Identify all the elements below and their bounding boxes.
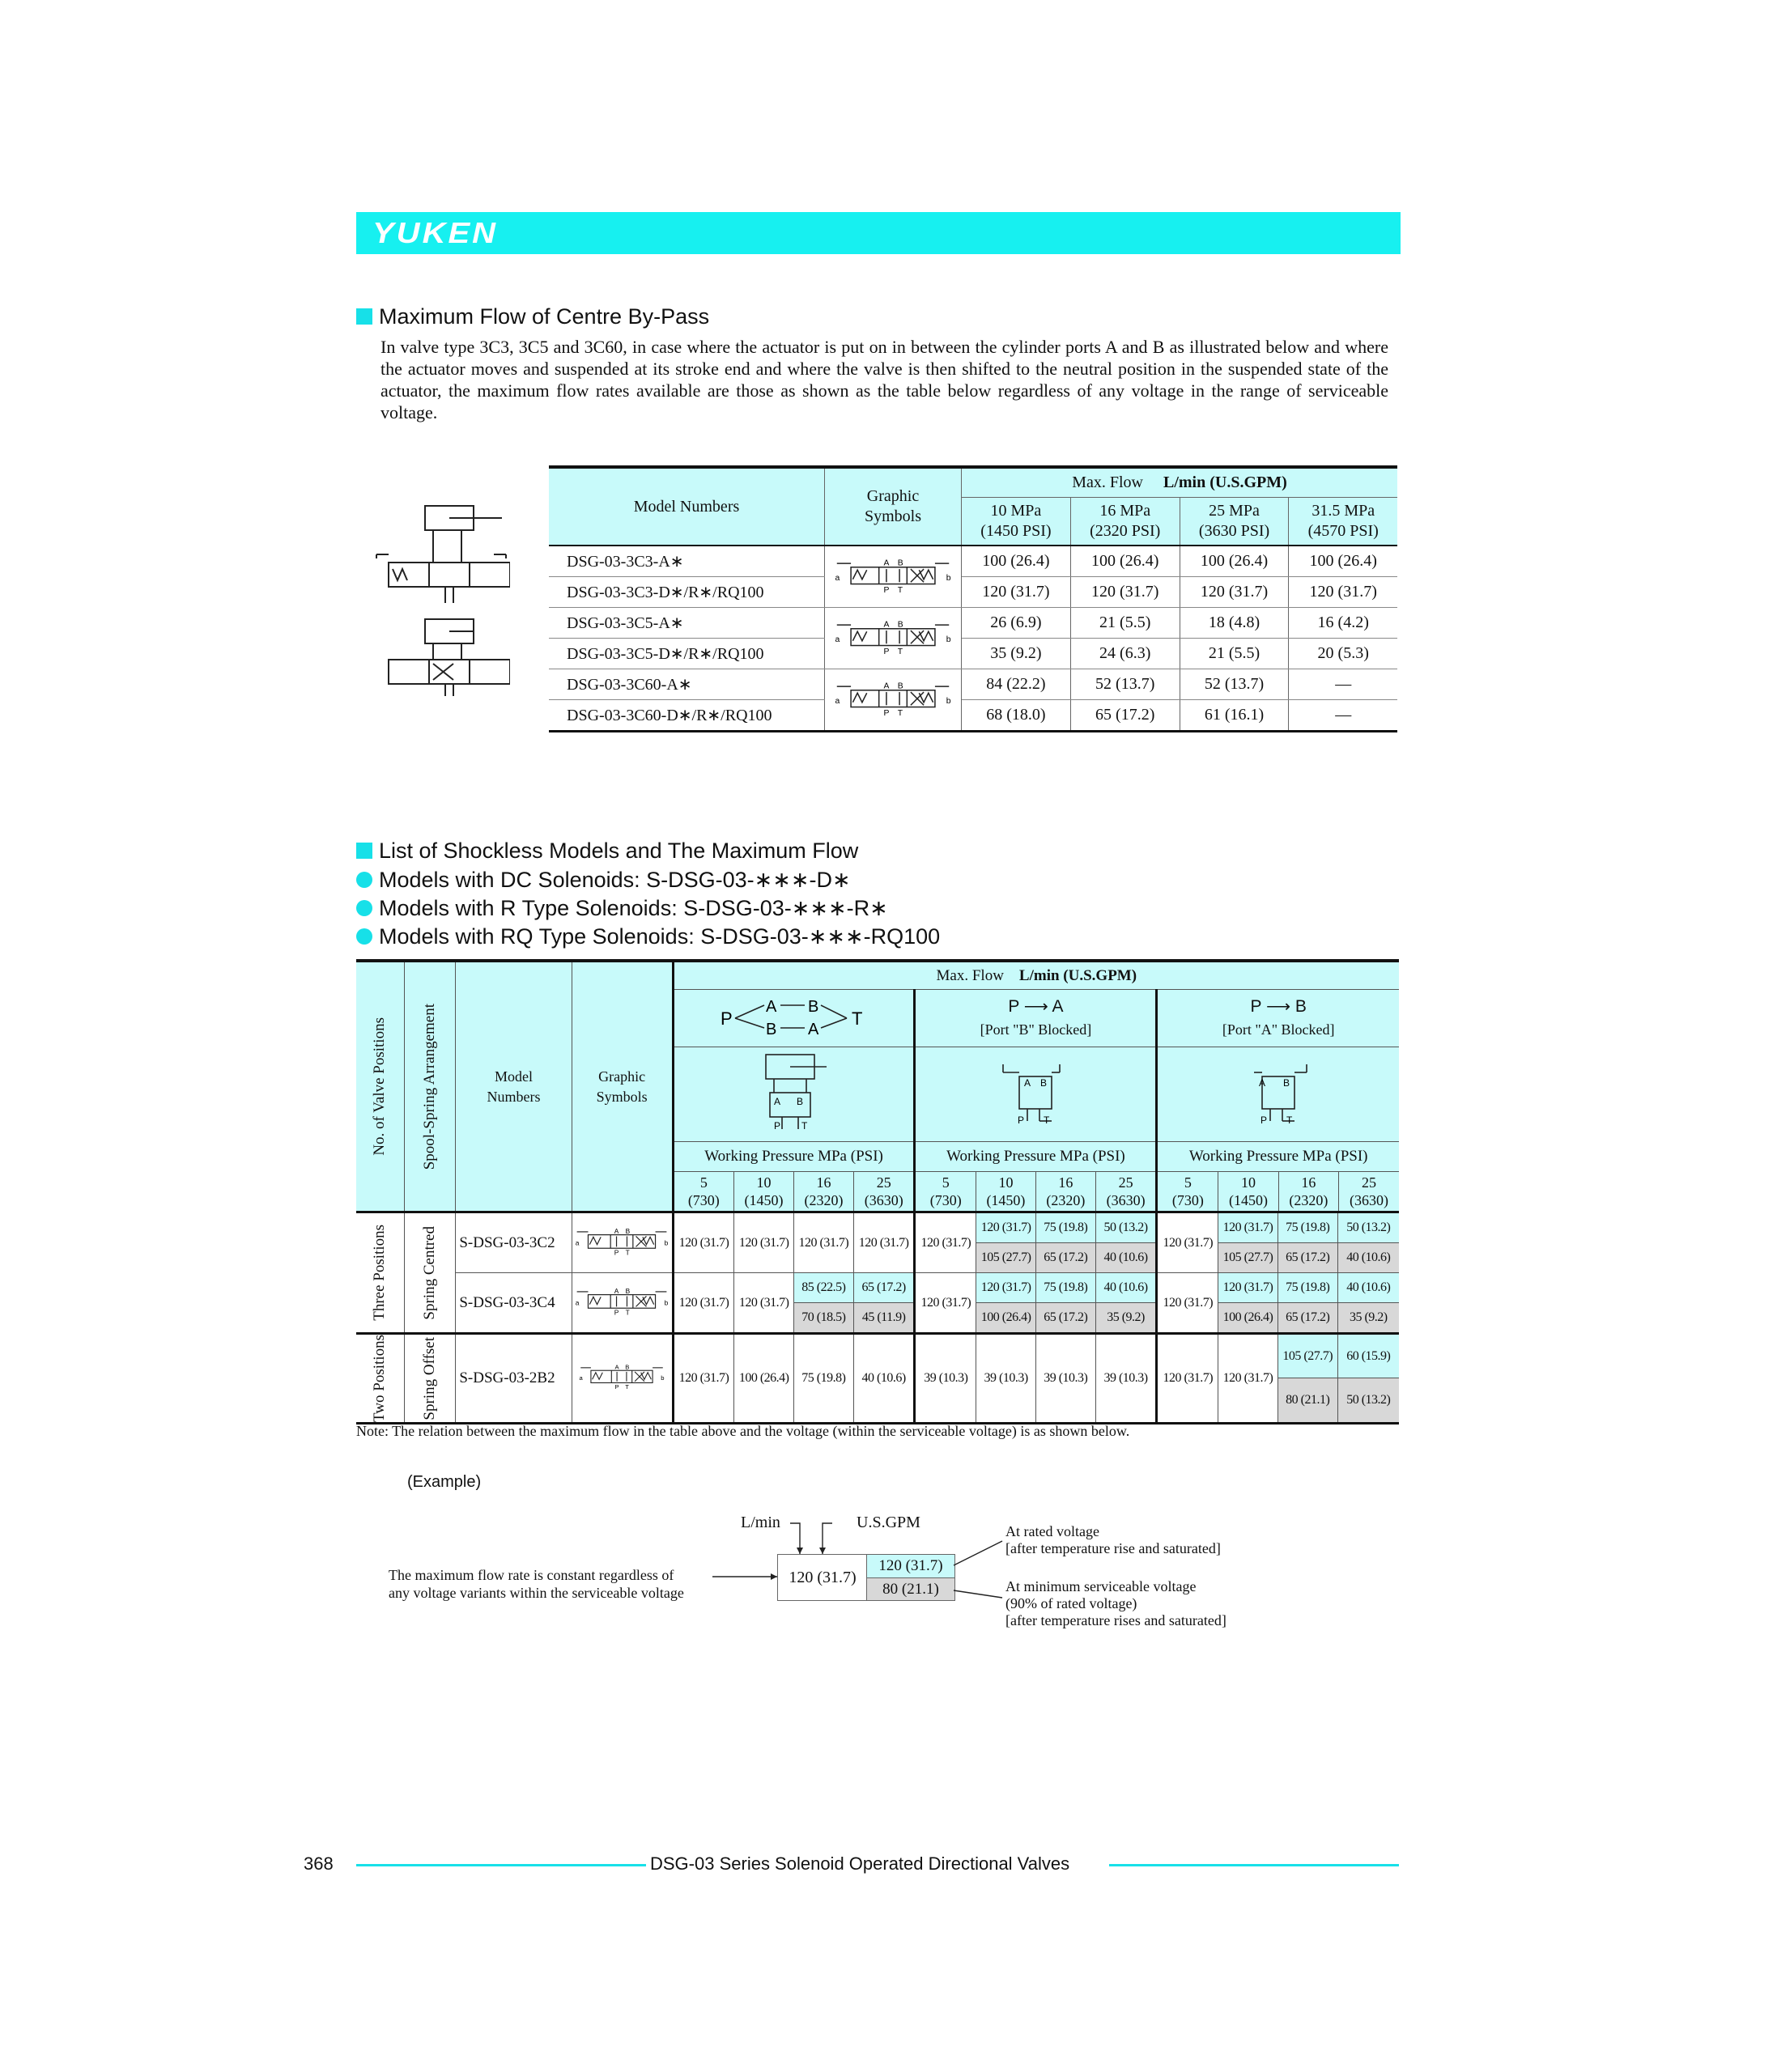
flow-value: 100 (26.4) — [1180, 546, 1289, 577]
graphic-symbol — [825, 546, 962, 608]
svg-text:b: b — [664, 1238, 669, 1247]
svg-text:b: b — [946, 573, 951, 583]
flow-value: 50 (13.2) — [1337, 1212, 1399, 1243]
flow-value: 100 (26.4) — [1070, 546, 1180, 577]
pressure-col-31-5: 31.5 MPa (4570 PSI) — [1307, 502, 1379, 540]
valve-symbol-icon — [832, 616, 954, 656]
section2-title: List of Shockless Models and The Maximum Flow — [379, 839, 859, 863]
group-pa-header: P ⟶ A [Port "B" Blocked] — [915, 990, 1157, 1047]
min-voltage-text: At minimum serviceable voltage (90% of rated voltage) [after temperature rises and saturated] — [1005, 1578, 1226, 1628]
pressure-col-10: 10 MPa (1450 PSI) — [962, 498, 1071, 546]
table-row — [549, 577, 1397, 608]
flow-value: 26 (6.9) — [962, 608, 1071, 639]
flow-value: 84 (22.2) — [962, 669, 1071, 700]
group-pa-diagram — [915, 1047, 1157, 1142]
graphic-symbol — [825, 669, 962, 732]
flow-value: 61 (16.1) — [1180, 700, 1289, 732]
centre-bypass-flow-table — [549, 465, 1397, 732]
spring-offset-label: Spring Offset — [404, 1334, 455, 1424]
flow-value: 24 (6.3) — [1070, 639, 1180, 669]
footer-rule-right — [1109, 1864, 1399, 1866]
flow-value: 50 (13.2) — [1337, 1378, 1399, 1423]
flow-min-value: 80 (21.1) — [866, 1577, 955, 1601]
svg-text:B: B — [796, 1095, 803, 1107]
flow-value: 100 (26.4) — [1289, 546, 1397, 577]
col-graphic-symbols: Graphic Symbols — [572, 961, 673, 1212]
flow-value: 105 (27.7) — [1277, 1334, 1337, 1378]
port-b-blocked-symbol-icon — [995, 1052, 1076, 1133]
flow-value: 40 (10.6) — [1095, 1273, 1157, 1303]
cylinder-circuit-diagram — [372, 498, 510, 700]
example-label: (Example) — [407, 1473, 482, 1491]
model-number: DSG-03-3C60-D∗/R∗/RQ100 — [549, 700, 825, 732]
cylinder-symbol-icon — [750, 1048, 839, 1137]
flow-value: 120 (31.7) — [1289, 577, 1397, 608]
table-row — [549, 639, 1397, 669]
flow-value: 120 (31.7) — [734, 1273, 794, 1334]
flow-value: 18 (4.8) — [1180, 608, 1289, 639]
graphic-symbol — [572, 1273, 673, 1334]
flow-value: 120 (31.7) — [1157, 1273, 1218, 1334]
svg-text:T: T — [851, 1008, 862, 1029]
flow-value: 120 (31.7) — [962, 577, 1071, 608]
svg-text:P: P — [720, 1008, 733, 1029]
graphic-symbol — [825, 608, 962, 669]
flow-value: 120 (31.7) — [1218, 1212, 1278, 1243]
svg-text:A: A — [883, 558, 890, 567]
group-pb-header: P ⟶ B [Port "A" Blocked] — [1157, 990, 1399, 1047]
svg-text:T: T — [1286, 1114, 1293, 1126]
flow-value: 100 (26.4) — [976, 1303, 1036, 1334]
flow-value: 120 (31.7) — [853, 1212, 915, 1273]
flow-value: 65 (17.2) — [1070, 700, 1180, 732]
max-flow-header: Max. Flow L/min (U.S.GPM) — [673, 961, 1399, 990]
flow-value: 21 (5.5) — [1070, 608, 1180, 639]
flow-value: 100 (26.4) — [962, 546, 1071, 577]
svg-text:B: B — [897, 619, 903, 629]
flow-value: 75 (19.8) — [794, 1334, 854, 1424]
model-number: S-DSG-03-3C4 — [456, 1273, 572, 1334]
svg-text:a: a — [575, 1238, 580, 1247]
flow-value: 68 (18.0) — [962, 700, 1071, 732]
table-row — [356, 1273, 1399, 1303]
svg-text:T: T — [801, 1119, 807, 1132]
square-bullet-icon — [356, 308, 372, 325]
svg-text:P: P — [1260, 1114, 1268, 1126]
model-number: S-DSG-03-3C2 — [456, 1212, 572, 1273]
flow-value: 120 (31.7) — [1180, 577, 1289, 608]
flow-value: 40 (10.6) — [853, 1334, 915, 1424]
section1-heading — [356, 304, 709, 329]
col-spool-spring: Spool-Spring Arrangement — [404, 961, 455, 1212]
graphic-symbol — [572, 1212, 673, 1273]
flow-value: 65 (17.2) — [853, 1273, 915, 1303]
flow-value: 120 (31.7) — [915, 1273, 976, 1334]
flow-value: 60 (15.9) — [1337, 1334, 1399, 1378]
usgpm-label: U.S.GPM — [857, 1514, 920, 1531]
col-model-numbers: Model Numbers — [549, 467, 825, 546]
flow-value: 65 (17.2) — [1277, 1303, 1337, 1334]
flow-value: 35 (9.2) — [1095, 1303, 1157, 1334]
table-row — [356, 1212, 1399, 1243]
svg-text:P: P — [614, 1308, 619, 1317]
svg-text:B: B — [807, 997, 818, 1016]
rated-voltage-text: At rated voltage [after temperature rise and saturated] — [1005, 1523, 1221, 1556]
svg-text:P: P — [883, 647, 890, 656]
flow-value: 100 (26.4) — [734, 1334, 794, 1424]
table-row — [549, 546, 1397, 577]
square-bullet-icon — [356, 843, 372, 859]
svg-text:A: A — [773, 1095, 780, 1107]
flow-value: 120 (31.7) — [673, 1273, 734, 1334]
table-row — [356, 1334, 1399, 1378]
flow-value: 50 (13.2) — [1095, 1212, 1157, 1243]
lmin-label: L/min — [741, 1514, 780, 1531]
group-pabt-header — [673, 990, 915, 1047]
shockless-models-table — [356, 959, 1399, 1424]
constant-flow-text: The maximum flow rate is constant regardless of any voltage variants within the serviceable voltage — [389, 1567, 684, 1601]
flow-value: 70 (18.5) — [794, 1303, 854, 1334]
flow-value: 120 (31.7) — [1218, 1273, 1278, 1303]
model-number: DSG-03-3C60-A∗ — [549, 669, 825, 700]
svg-text:b: b — [664, 1298, 669, 1307]
flow-value: 100 (26.4) — [1218, 1303, 1278, 1334]
flow-value: 105 (27.7) — [976, 1243, 1036, 1273]
flow-value: 120 (31.7) — [976, 1212, 1036, 1243]
flow-value: 40 (10.6) — [1337, 1273, 1399, 1303]
svg-text:B: B — [625, 1226, 631, 1235]
flow-value: 105 (27.7) — [1218, 1243, 1278, 1273]
flow-value: — — [1289, 700, 1397, 732]
flow-value: 52 (13.7) — [1070, 669, 1180, 700]
brand-header-bar — [356, 212, 1401, 254]
spring-centred-label: Spring Centred — [404, 1212, 455, 1334]
svg-text:a: a — [835, 635, 840, 644]
flow-value: 80 (21.1) — [1277, 1378, 1337, 1423]
two-positions-label: Two Positions — [356, 1334, 404, 1424]
model-number: DSG-03-3C5-D∗/R∗/RQ100 — [549, 639, 825, 669]
svg-text:A: A — [883, 619, 890, 629]
brand-logo: YUKEN — [372, 217, 499, 249]
group-pabt-pressures: Working Pressure MPa (PSI) 5 (730) 10 (1450) 16 (2320) 25 (3630) — [673, 1142, 915, 1212]
flow-value: 120 (31.7) — [1218, 1334, 1278, 1424]
valve-symbol-icon — [577, 1360, 666, 1392]
svg-text:A: A — [1024, 1076, 1031, 1089]
svg-text:T: T — [897, 708, 903, 718]
svg-text:a: a — [835, 573, 840, 583]
svg-text:B: B — [625, 1364, 630, 1372]
p-a-b-t-flow-icon — [701, 992, 887, 1041]
pressure-col-16: 16 MPa (2320 PSI) — [1070, 498, 1180, 546]
svg-text:T: T — [625, 1383, 630, 1391]
col-positions: No. of Valve Positions — [356, 961, 404, 1212]
page-number: 368 — [304, 1853, 334, 1874]
circle-bullet-icon — [356, 872, 372, 888]
footer-title: DSG-03 Series Solenoid Operated Directional Valves — [650, 1853, 1070, 1874]
pressure-col-25: 25 MPa (3630 PSI) — [1180, 498, 1289, 546]
svg-text:T: T — [625, 1248, 630, 1257]
flow-value: 21 (5.5) — [1180, 639, 1289, 669]
flow-value: 120 (31.7) — [1157, 1334, 1218, 1424]
circle-bullet-icon — [356, 928, 372, 945]
table-row — [549, 669, 1397, 700]
flow-main-value: 120 (31.7) — [777, 1554, 868, 1601]
svg-text:A: A — [765, 997, 776, 1016]
svg-text:B: B — [1040, 1076, 1048, 1089]
flow-value: 120 (31.7) — [673, 1334, 734, 1424]
svg-text:B: B — [625, 1286, 631, 1295]
svg-text:P: P — [1018, 1114, 1025, 1126]
flow-value: 45 (11.9) — [853, 1303, 915, 1334]
flow-value: 120 (31.7) — [1070, 577, 1180, 608]
svg-text:A: A — [1259, 1076, 1266, 1089]
svg-text:a: a — [575, 1298, 580, 1307]
svg-text:A: A — [614, 1226, 619, 1235]
model-number: DSG-03-3C3-A∗ — [549, 546, 825, 577]
svg-text:A: A — [807, 1020, 818, 1038]
graphic-symbol — [572, 1334, 673, 1424]
model-number: DSG-03-3C3-D∗/R∗/RQ100 — [549, 577, 825, 608]
port-a-blocked-symbol-icon — [1238, 1052, 1319, 1133]
flow-value: 16 (4.2) — [1289, 608, 1397, 639]
model-number: DSG-03-3C5-A∗ — [549, 608, 825, 639]
flow-value: 75 (19.8) — [1035, 1273, 1095, 1303]
svg-text:B: B — [765, 1020, 776, 1038]
max-flow-header: Max. Flow L/min (U.S.GPM) — [962, 467, 1398, 498]
group-pabt-diagram — [673, 1047, 915, 1142]
section1-title: Maximum Flow of Centre By-Pass — [379, 304, 710, 329]
flow-value: 120 (31.7) — [673, 1212, 734, 1273]
valve-symbol-icon — [573, 1225, 670, 1257]
bullet-rq: Models with RQ Type Solenoids: S-DSG-03-∗∗∗-RQ100 — [356, 924, 940, 949]
table-note: Note: The relation between the maximum flow in the table above and the voltage (within the serviceable voltage) is as shown below. — [356, 1423, 1130, 1439]
svg-text:T: T — [1044, 1114, 1050, 1126]
svg-text:A: A — [883, 681, 890, 690]
table-row — [549, 608, 1397, 639]
flow-value: 35 (9.2) — [962, 639, 1071, 669]
flow-value: 75 (19.8) — [1277, 1273, 1337, 1303]
flow-value: 39 (10.3) — [1095, 1334, 1157, 1424]
svg-text:T: T — [897, 647, 903, 656]
svg-text:b: b — [946, 635, 951, 644]
svg-text:T: T — [897, 585, 903, 595]
section2-heading — [356, 839, 858, 864]
bullet-dc: Models with DC Solenoids: S-DSG-03-∗∗∗-D∗ — [356, 868, 851, 893]
flow-value: 75 (19.8) — [1277, 1212, 1337, 1243]
svg-text:B: B — [897, 558, 903, 567]
flow-value: 65 (17.2) — [1035, 1303, 1095, 1334]
flow-value: 85 (22.5) — [794, 1273, 854, 1303]
svg-text:b: b — [661, 1374, 665, 1382]
flow-rated-value: 120 (31.7) — [866, 1554, 955, 1578]
svg-text:P: P — [614, 1248, 619, 1257]
svg-text:a: a — [579, 1374, 583, 1382]
flow-value: 52 (13.7) — [1180, 669, 1289, 700]
group-pb-diagram — [1157, 1047, 1399, 1142]
flow-value: — — [1289, 669, 1397, 700]
flow-value: 120 (31.7) — [734, 1212, 794, 1273]
svg-text:A: A — [614, 1286, 619, 1295]
svg-text:P: P — [614, 1383, 619, 1391]
svg-text:P: P — [773, 1119, 780, 1132]
flow-value: 65 (17.2) — [1277, 1243, 1337, 1273]
three-positions-label: Three Positions — [356, 1212, 404, 1334]
flow-value: 120 (31.7) — [794, 1212, 854, 1273]
model-number: S-DSG-03-2B2 — [456, 1334, 572, 1424]
col-model-numbers: Model Numbers — [456, 961, 572, 1212]
col-graphic-symbols: Graphic Symbols — [825, 467, 962, 546]
svg-text:T: T — [625, 1308, 630, 1317]
flow-value: 40 (10.6) — [1095, 1243, 1157, 1273]
flow-value: 39 (10.3) — [915, 1334, 976, 1424]
circle-bullet-icon — [356, 900, 372, 916]
svg-text:A: A — [614, 1364, 619, 1372]
flow-value: 65 (17.2) — [1035, 1243, 1095, 1273]
flow-value: 120 (31.7) — [976, 1273, 1036, 1303]
footer-rule-left — [356, 1864, 646, 1866]
bullet-r: Models with R Type Solenoids: S-DSG-03-∗∗∗-R∗ — [356, 896, 888, 921]
valve-symbol-icon — [573, 1284, 670, 1317]
svg-text:a: a — [835, 696, 840, 706]
valve-symbol-icon — [832, 554, 954, 595]
svg-text:b: b — [946, 696, 951, 706]
svg-text:P: P — [883, 585, 890, 595]
voltage-example-diagram — [389, 1514, 1279, 1651]
flow-value: 20 (5.3) — [1289, 639, 1397, 669]
flow-value: 120 (31.7) — [915, 1212, 976, 1273]
valve-symbol-icon — [832, 677, 954, 718]
flow-value: 120 (31.7) — [1157, 1212, 1218, 1273]
group-pb-pressures: Working Pressure MPa (PSI) 5 (730) 10 (1450) 16 (2320) 25 (3630) — [1157, 1142, 1399, 1212]
flow-value: 39 (10.3) — [1035, 1334, 1095, 1424]
example-leader-lines — [389, 1514, 1279, 1651]
group-pa-pressures: Working Pressure MPa (PSI) 5 (730) 10 (1450) 16 (2320) 25 (3630) — [915, 1142, 1157, 1212]
flow-value: 40 (10.6) — [1337, 1243, 1399, 1273]
flow-value: 39 (10.3) — [976, 1334, 1036, 1424]
svg-text:P: P — [883, 708, 890, 718]
svg-text:B: B — [1283, 1076, 1290, 1089]
section1-intro: In valve type 3C3, 3C5 and 3C60, in case where the actuator is put on in between the cylinder ports A and B as illustrated below and where the actuator moves and suspended at its stroke end and where the valve is then shifted to the neutral position in the suspended state of the actuator, the maximum flow rates available are those as shown as the table below regardless of any voltage in the range of serviceable voltage. — [380, 337, 1388, 422]
svg-text:B: B — [897, 681, 903, 690]
table-row — [549, 700, 1397, 732]
flow-value: 35 (9.2) — [1337, 1303, 1399, 1334]
flow-value: 75 (19.8) — [1035, 1212, 1095, 1243]
